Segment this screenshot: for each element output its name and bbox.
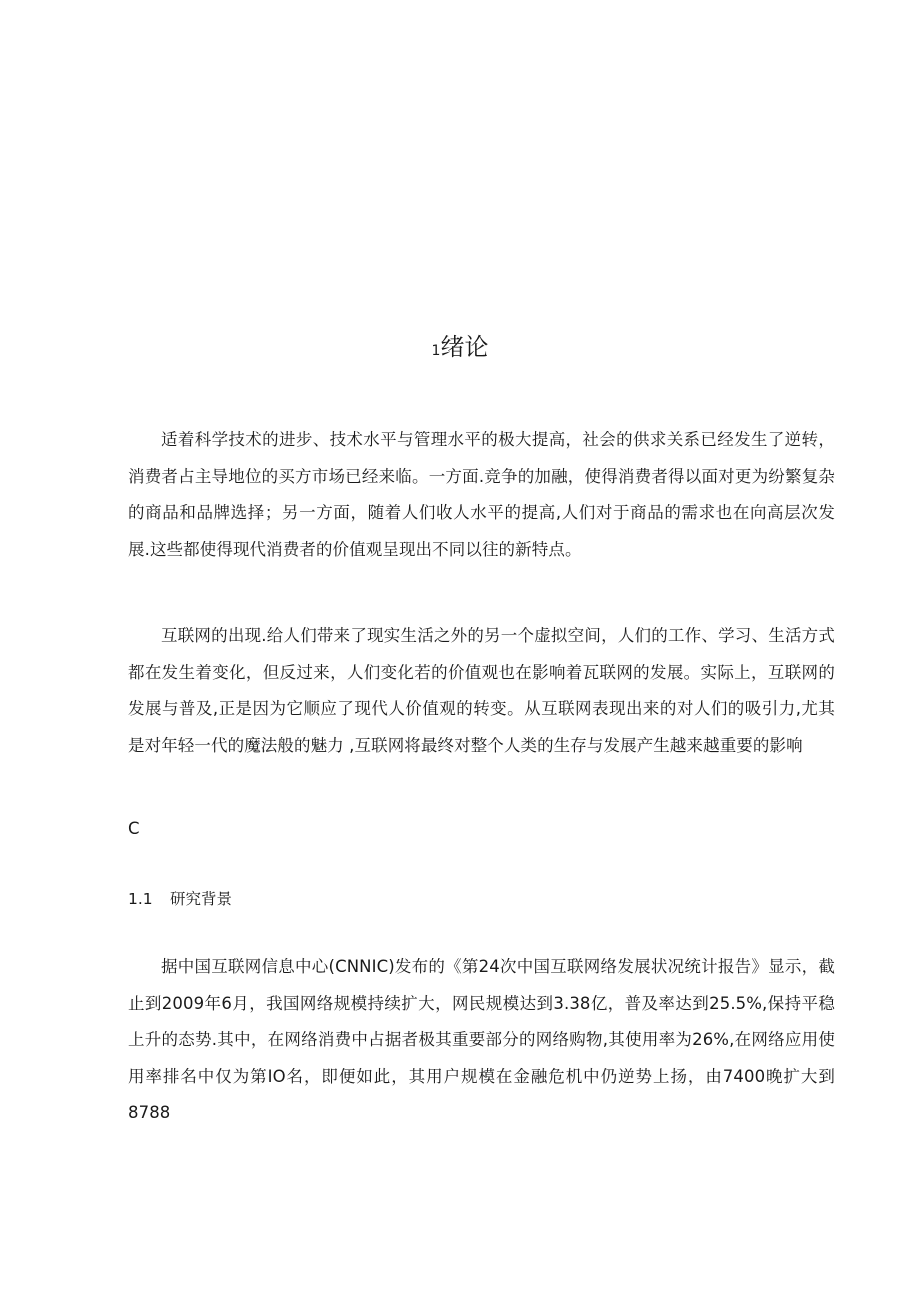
section-heading bbox=[128, 884, 232, 914]
section-title: 研究背景 bbox=[170, 890, 233, 908]
chapter-number: 1 bbox=[431, 343, 441, 359]
paragraph-trail: C bbox=[128, 819, 140, 838]
body-paragraph: 互联网的出现.给人们带来了现实生活之外的另一个虚拟空间，人们的工作、学习、生活方式都在发生着变化，但反过来，人们变化若的价值观也在影响着瓦联网的发展。实际上，互联网的发展与普及,正是因为它顺应了现代人价值观的转变。从互联网表现出来的对人们的吸引力,尤其是对年轻一代的魔法般的魅力 ,互联网将最终对整个人类的生存与发展产生越来越重要的影响 bbox=[128, 626, 835, 755]
section-number: 1.1 bbox=[128, 890, 153, 908]
chapter-title-text: 绪论 bbox=[440, 333, 489, 361]
section-paragraph: 据中国互联网信息中心(CNNIC)发布的《第24次中国互联网络发展状况统计报告》显示，截止到2009年6月，我国网络规模持续扩大，网民规模达到3.38亿，普及率达到25.5%,保持平稳上升的态势.其中，在网络消费中占据者极其重要部分的网络购物,其使用率为26%,在网络应用使用率排名中仅为第IO名，即便如此，其用户规模在金融危机中仍逆势上扬，由7400晚扩大到8788 bbox=[128, 957, 835, 1122]
body-paragraph: 适着科学技术的进步、技术水平与管理水平的极大提高，社会的供求关系已经发生了逆转，消费者占主导地位的买方市场已经来临。一方面.竞争的加融，使得消费者得以面对更为纷繁复杂的商品和品牌选择；另一方面，随着人们收人水平的提高,人们对于商品的需求也在向高层次发展.这些都使得现代消费者的价值观呈现出不同以往的新特点。 bbox=[128, 430, 835, 559]
chapter-title bbox=[0, 330, 920, 368]
